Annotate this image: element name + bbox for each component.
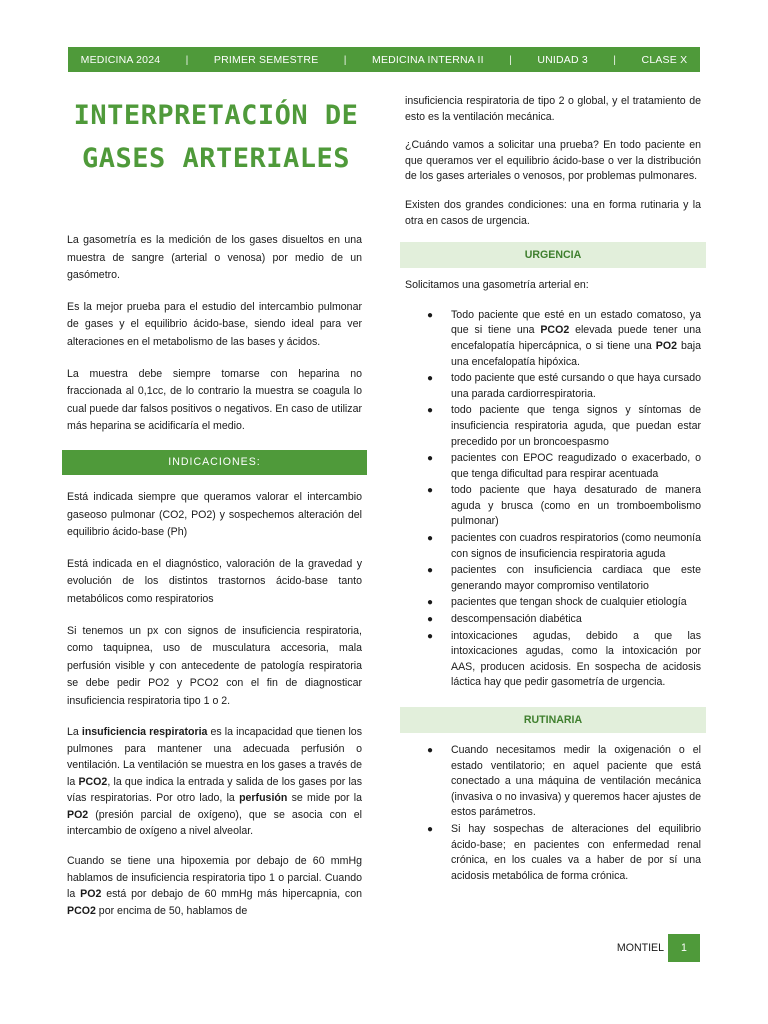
paragraph-indication-1: Está indicada siempre que queramos valorar el intercambio gaseoso pulmonar (CO2, PO2) y sospechemos alteración del equilibrio ácido-base (Ph): [67, 490, 362, 539]
paragraph-respiratory-signs: Si tenemos un px con signos de insuficiencia respiratoria, como taquipnea, uso de musculatura accesoria, mala perfusión visible y con antecedente de patología respiratoria se debe pedir PO2 y PCO2 con el fin de diagnosticar insuficiencia respiratoria tipo 1 o 2.: [67, 624, 362, 707]
list-item: ● pacientes con cuadros respiratorios (como neumonía con signos de insuficiencia respiratoria aguda: [427, 532, 701, 560]
bullet-icon: ●: [427, 630, 434, 642]
right-column: [405, 94, 701, 900]
list-item: ● Si hay sospechas de alteraciones del equilibrio ácido-base; en pacientes con enfermedad renal crónica, en los cuales va a haber de por sí una acidosis metabólica de forma crónica.: [427, 822, 701, 882]
section-header-indicaciones: INDICACIONES:: [62, 450, 367, 475]
header-separator: |: [613, 53, 617, 66]
paragraph-indication-2: Está indicada en el diagnóstico, valoración de la gravedad y evolución de los distintos trastornos ácido-base tanto metabólicos como respiratorios: [67, 557, 362, 605]
urgencia-list: [405, 308, 701, 691]
paragraph-when-to-request: ¿Cuándo vamos a solicitar una prueba? En todo paciente en que queramos ver el equilibrio ácido-base o ver la distribución de los gases arteriales o venosos, por problemas pulmonares.: [405, 139, 701, 183]
header-semester: PRIMER SEMESTRE: [213, 53, 319, 66]
bullet-icon: ●: [427, 565, 434, 577]
left-column: [67, 232, 362, 933]
bullet-icon: ●: [427, 614, 434, 626]
list-item: ● pacientes que tengan shock de cualquier etiología: [405, 595, 701, 611]
bullet-icon: ●: [427, 745, 434, 756]
section-header-urgencia: URGENCIA: [400, 242, 706, 268]
list-item: ● descompensación diabética: [405, 612, 701, 628]
list-item: ● todo paciente que esté cursando o que haya cursado una parada cardiorrespiratoria.: [427, 372, 701, 400]
section-header-rutinaria: RUTINARIA: [400, 707, 706, 733]
paragraph-hypoxemia: Cuando se tiene una hipoxemia por debajo de 60 mmHg hablamos de insuficiencia respiratoria tipo 1 o parcial. Cuando la PO2 está por debajo de 60 mmHg más hipercapnia, con PCO2 por encima de 50, hablamos de: [67, 855, 362, 917]
list-item: ● intoxicaciones agudas, debido a que las intoxicaciones agudas, como la intoxicación por AAS, producen acidosis. En sospecha de acidosis láctica hay que pedir gasometría de urgencia.: [427, 629, 701, 689]
bullet-icon: ●: [427, 485, 434, 497]
page-number: 1: [668, 934, 700, 962]
page-title: INTERPRETACIÓN DE GASES ARTERIALES: [73, 100, 359, 174]
bullet-icon: ●: [427, 373, 434, 385]
header-unit: UNIDAD 3: [537, 53, 588, 66]
bullet-icon: ●: [427, 453, 434, 465]
rutinaria-list: [405, 743, 701, 884]
paragraph-type-2-continued: insuficiencia respiratoria de tipo 2 o global, y el tratamiento de esto es la ventilación mecánica.: [405, 95, 701, 123]
header-subject: MEDICINA INTERNA II: [372, 53, 484, 66]
header-bar: [68, 47, 700, 72]
paragraph-respiratory-failure: La insuficiencia respiratoria es la incapacidad que tienen los pulmones para mantener una adecuada perfusión o ventilación. La ventilación se muestra en los gases a través de la PCO2, la que indica la entrada y salida de los gases por las vías respiratorias. Por otro lado, la perfusión se mide por la PO2 (presión parcial de oxígeno), que se asocia con el intercambio de oxígeno a nivel alveolar.: [67, 726, 362, 837]
header-separator: |: [509, 53, 512, 66]
list-item: ● todo paciente que haya desaturado de manera aguda y brusca (como en un tromboembolismo pulmonar): [427, 484, 701, 528]
paragraph-request-intro: Solicitamos una gasometría arterial en:: [405, 279, 589, 292]
bullet-icon: ●: [427, 823, 434, 835]
header-separator: |: [185, 53, 189, 66]
bullet-icon: ●: [427, 309, 434, 321]
header-class: CLASE X: [641, 53, 688, 66]
list-item: ● pacientes con insuficiencia cardiaca que este generando mayor compromiso ventilatorio: [427, 564, 701, 592]
header-course: MEDICINA 2024: [80, 53, 161, 66]
paragraph-definition: La gasometría es la medición de los gases disueltos en una muestra de sangre (arterial o venosa) por medio de un gasómetro.: [67, 234, 362, 282]
footer-author: MONTIEL: [616, 942, 664, 954]
bullet-icon: ●: [427, 405, 434, 417]
list-item: ● pacientes con EPOC reagudizado o exacerbado, o que tenga dificultad para respirar acentuada: [427, 452, 701, 480]
list-item: ● Cuando necesitamos medir la oxigenación o el estado ventilatorio; en aquel paciente que está conectado a una máquina de ventilación mecánica (invasiva o no invasiva) y queremos hacer ajustes de estos parámetros.: [427, 744, 701, 819]
paragraph-heparin: La muestra debe siempre tomarse con heparina no fraccionada al 0,1cc, de lo contrario la muestra se coagula lo cual puede dar falsos positivos o negativos. En caso de utilizar más heparina se acidificaría el medio.: [67, 367, 362, 433]
paragraph-two-conditions: Existen dos grandes condiciones: una en forma rutinaria y la otra en casos de urgencia.: [405, 198, 701, 227]
list-item: ● todo paciente que tenga signos y síntomas de insuficiencia respiratoria aguda, que puedan estar precedido por un broncoespasmo: [427, 404, 701, 448]
header-separator: |: [343, 53, 347, 66]
bullet-icon: ●: [427, 533, 434, 545]
paragraph-best-test: Es la mejor prueba para el estudio del intercambio pulmonar de gases y el equilibrio ácido-base, siendo ideal para ver alteraciones en el metabolismo de las bases y ácidos.: [67, 300, 362, 348]
list-item: ● Todo paciente que esté en un estado comatoso, ya que si tiene una PCO2 elevada puede tener una encefalopatía hipercápnica, o si tiene una PO2 baja una encefalopatía hipóxica.: [427, 308, 701, 368]
bullet-icon: ●: [427, 597, 434, 609]
